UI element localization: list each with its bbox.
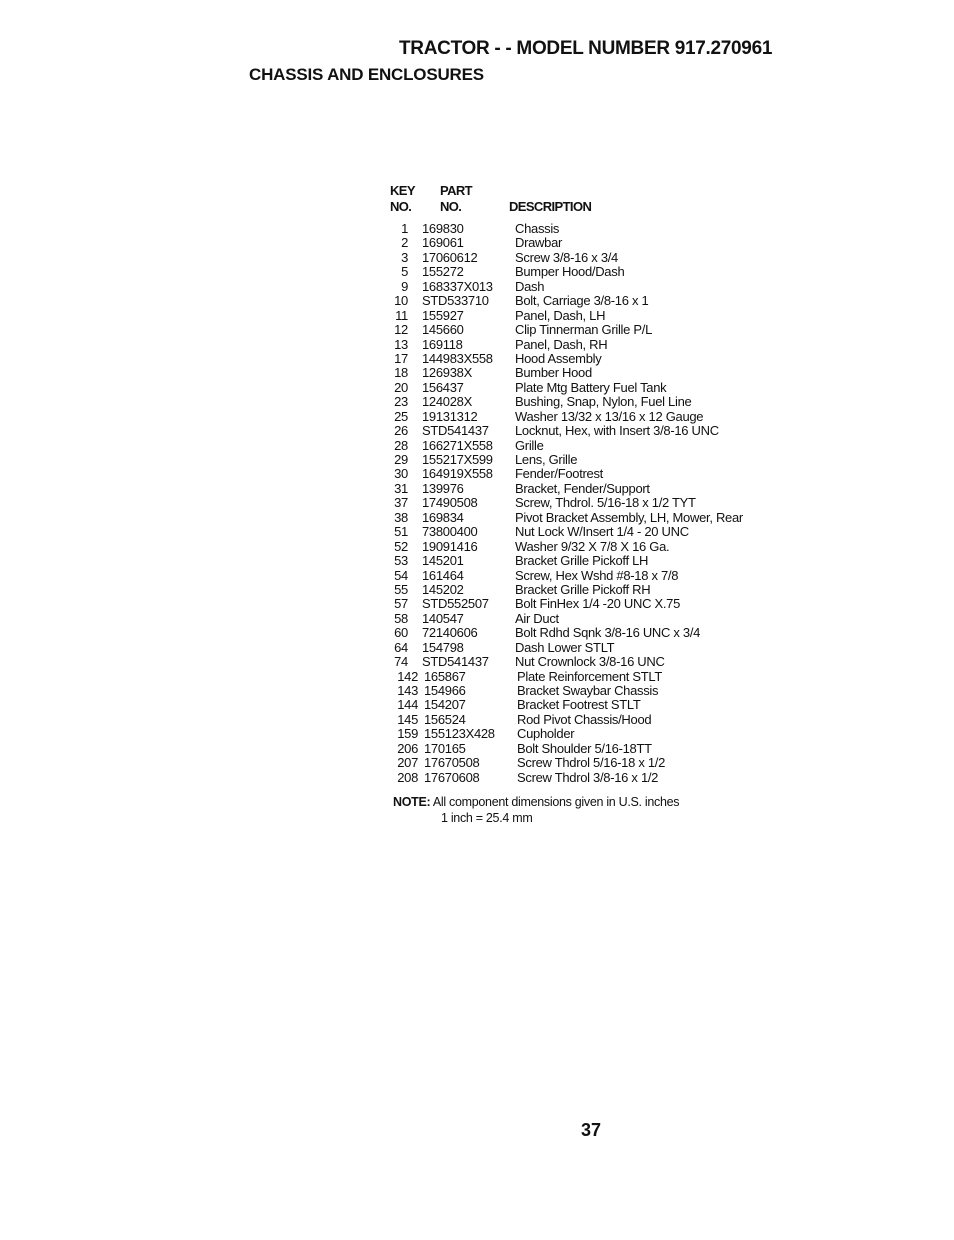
part-number: 165867: [424, 668, 466, 684]
table-row: [388, 352, 808, 366]
note-text: All component dimensions given in U.S. inches: [432, 795, 680, 809]
key-number: 2: [401, 235, 408, 251]
key-number: 12: [394, 322, 408, 338]
part-number: 155927: [422, 307, 464, 323]
part-description: Drawbar: [515, 235, 563, 251]
part-number: 19131312: [422, 408, 478, 424]
key-number: 60: [394, 625, 408, 641]
part-number: 73800400: [422, 524, 478, 540]
table-row: [388, 554, 808, 568]
column-header-part: [440, 183, 472, 215]
part-description: Nut Crownlock 3/8-16 UNC: [515, 654, 665, 670]
key-number: 30: [394, 466, 408, 482]
note-line1: [393, 794, 679, 810]
key-number: 207: [397, 755, 418, 771]
table-row: [388, 684, 808, 698]
table-row: [388, 453, 808, 467]
note-line2: 1 inch = 25.4 mm: [441, 811, 533, 825]
table-row: [388, 612, 808, 626]
table-row: [388, 338, 808, 352]
part-number: 126938X: [422, 365, 472, 381]
part-number: STD541437: [422, 654, 489, 670]
key-number: 144: [397, 697, 418, 713]
key-number: 51: [394, 524, 408, 540]
part-number: 154207: [424, 697, 466, 713]
part-number: 169830: [422, 221, 464, 236]
column-header-key-line1: KEY: [390, 183, 415, 198]
table-row: [388, 280, 808, 294]
key-number: 57: [394, 596, 408, 612]
key-number: 9: [401, 278, 408, 294]
part-number: 145201: [422, 553, 464, 569]
table-row: [388, 670, 808, 684]
part-number: 154798: [422, 639, 464, 655]
key-number: 208: [397, 769, 418, 785]
table-row: [388, 525, 808, 539]
part-number: 161464: [422, 567, 464, 583]
key-number: 55: [394, 581, 408, 597]
key-number: 64: [394, 639, 408, 655]
part-number: 19091416: [422, 538, 478, 554]
key-number: 143: [397, 683, 418, 698]
parts-list: [388, 222, 808, 785]
table-row: [388, 771, 808, 785]
part-number: 72140606: [422, 625, 478, 641]
table-row: [388, 540, 808, 554]
table-row: [388, 626, 808, 640]
table-row: [388, 698, 808, 712]
key-number: 5: [401, 264, 408, 280]
part-number: 169118: [422, 336, 463, 352]
table-row: [388, 381, 808, 395]
part-description: Lens, Grille: [515, 452, 578, 467]
part-description: Screw, Hex Wshd #8-18 x 7/8: [515, 567, 679, 583]
part-number: 140547: [422, 610, 464, 626]
part-number: 145660: [422, 322, 464, 338]
part-number: 17490508: [422, 495, 478, 511]
key-number: 28: [394, 437, 408, 453]
table-row: [388, 323, 808, 337]
key-number: 159: [397, 726, 418, 742]
key-number: 53: [394, 553, 408, 569]
table-row: [388, 467, 808, 481]
part-description: Bracket Grille Pickoff RH: [515, 581, 651, 597]
table-row: [388, 424, 808, 438]
section-title: CHASSIS AND ENCLOSURES: [249, 65, 484, 84]
table-row: [388, 366, 808, 380]
table-row: [388, 569, 808, 583]
part-description: Locknut, Hex, with Insert 3/8-16 UNC: [515, 423, 719, 439]
key-number: 13: [394, 336, 408, 352]
table-row: [388, 583, 808, 597]
part-number: 155123X428: [424, 726, 495, 742]
part-number: 164919X558: [422, 466, 493, 482]
part-description: Bracket Footrest STLT: [517, 697, 641, 713]
part-description: Panel, Dash, LH: [515, 307, 606, 323]
table-row: [388, 395, 808, 409]
column-header-key: [390, 183, 415, 215]
part-description: Dash Lower STLT: [515, 639, 615, 655]
part-number: 124028X: [422, 394, 472, 410]
part-description: Dash: [515, 278, 545, 294]
key-number: 145: [397, 711, 418, 727]
part-description: Bracket Swaybar Chassis: [517, 683, 659, 698]
part-description: Pivot Bracket Assembly, LH, Mower, Rear: [515, 509, 743, 525]
page-title: TRACTOR - - MODEL NUMBER 917.270961: [399, 38, 773, 59]
part-description: Plate Reinforcement STLT: [517, 668, 663, 684]
key-number: 58: [394, 610, 408, 626]
key-number: 54: [394, 567, 408, 583]
key-number: 3: [401, 249, 408, 265]
part-description: Screw Thdrol 3/8-16 x 1/2: [517, 769, 659, 785]
part-description: Clip Tinnerman Grille P/L: [515, 322, 652, 338]
key-number: 29: [394, 452, 408, 467]
table-row: [388, 294, 808, 308]
part-description: Bumber Hood: [515, 365, 592, 381]
table-row: [388, 742, 808, 756]
table-row: [388, 236, 808, 250]
key-number: 23: [394, 394, 408, 410]
part-description: Bracket Grille Pickoff LH: [515, 553, 649, 569]
key-number: 11: [395, 307, 408, 323]
part-description: Chassis: [515, 221, 560, 236]
key-number: 10: [394, 293, 408, 309]
table-row: [388, 727, 808, 741]
part-number: 145202: [422, 581, 464, 597]
table-row: [388, 641, 808, 655]
part-description: Bracket, Fender/Support: [515, 480, 650, 496]
page-number: 37: [581, 1120, 602, 1140]
part-number: 17670608: [424, 769, 480, 785]
part-description: Bolt FinHex 1/4 -20 UNC X.75: [515, 596, 681, 612]
column-header-part-line2: NO.: [440, 199, 462, 214]
table-row: [388, 597, 808, 611]
part-description: Hood Assembly: [515, 350, 602, 366]
part-description: Washer 13/32 x 13/16 x 12 Gauge: [515, 408, 704, 424]
part-number: 139976: [422, 480, 464, 496]
part-number: 168337X013: [422, 278, 493, 294]
key-number: 52: [394, 538, 408, 554]
key-number: 18: [394, 365, 408, 381]
part-number: STD552507: [422, 596, 489, 612]
key-number: 25: [394, 408, 408, 424]
part-number: 166271X558: [422, 437, 493, 453]
key-number: 38: [394, 509, 408, 525]
part-number: 156437: [422, 379, 464, 395]
part-number: 144983X558: [422, 350, 493, 366]
table-row: [388, 511, 808, 525]
key-number: 20: [394, 379, 408, 395]
table-row: [388, 713, 808, 727]
part-description: Screw Thdrol 5/16-18 x 1/2: [517, 755, 666, 771]
part-number: 155272: [422, 264, 464, 280]
key-number: 17: [394, 350, 408, 366]
table-row: [388, 251, 808, 265]
part-number: 17670508: [424, 755, 480, 771]
part-description: Bolt, Carriage 3/8-16 x 1: [515, 293, 649, 309]
part-number: 169834: [422, 509, 464, 525]
part-description: Screw 3/8-16 x 3/4: [515, 249, 618, 265]
table-row: [388, 439, 808, 453]
key-number: 37: [394, 495, 408, 511]
part-description: Cupholder: [517, 726, 575, 742]
part-number: 169061: [422, 235, 464, 251]
table-row: [388, 410, 808, 424]
part-description: Bushing, Snap, Nylon, Fuel Line: [515, 394, 692, 410]
key-number: 26: [394, 423, 408, 439]
part-description: Washer 9/32 X 7/8 X 16 Ga.: [515, 538, 670, 554]
key-number: 1: [401, 221, 408, 236]
part-number: 156524: [424, 711, 466, 727]
part-description: Screw, Thdrol. 5/16-18 x 1/2 TYT: [515, 495, 696, 511]
part-description: Rod Pivot Chassis/Hood: [517, 711, 652, 727]
part-number: 17060612: [422, 249, 478, 265]
column-header-description: DESCRIPTION: [509, 199, 592, 214]
part-number: 155217X599: [422, 452, 493, 467]
key-number: 31: [394, 480, 408, 496]
table-row: [388, 655, 808, 669]
table-row: [388, 309, 808, 323]
part-description: Air Duct: [515, 610, 559, 626]
part-number: STD533710: [422, 293, 489, 309]
part-description: Grille: [515, 437, 544, 453]
part-description: Panel, Dash, RH: [515, 336, 608, 352]
part-number: 170165: [424, 740, 466, 756]
column-header-part-line1: PART: [440, 183, 473, 198]
note: [393, 794, 679, 826]
note-label: NOTE:: [393, 795, 431, 809]
key-number: 142: [397, 668, 418, 684]
part-description: Bolt Shoulder 5/16-18TT: [517, 740, 652, 756]
column-header-key-line2: NO.: [390, 199, 412, 214]
part-description: Bumper Hood/Dash: [515, 264, 625, 280]
table-row: [388, 756, 808, 770]
part-description: Plate Mtg Battery Fuel Tank: [515, 379, 667, 395]
table-row: [388, 496, 808, 510]
part-description: Nut Lock W/Insert 1/4 - 20 UNC: [515, 524, 689, 540]
part-description: Bolt Rdhd Sqnk 3/8-16 UNC x 3/4: [515, 625, 701, 641]
table-row: [388, 482, 808, 496]
key-number: 206: [397, 740, 418, 756]
key-number: 74: [394, 654, 408, 670]
part-number: STD541437: [422, 423, 489, 439]
part-description: Fender/Footrest: [515, 466, 603, 482]
part-number: 154966: [424, 683, 466, 698]
table-row: [388, 222, 808, 236]
table-row: [388, 265, 808, 279]
